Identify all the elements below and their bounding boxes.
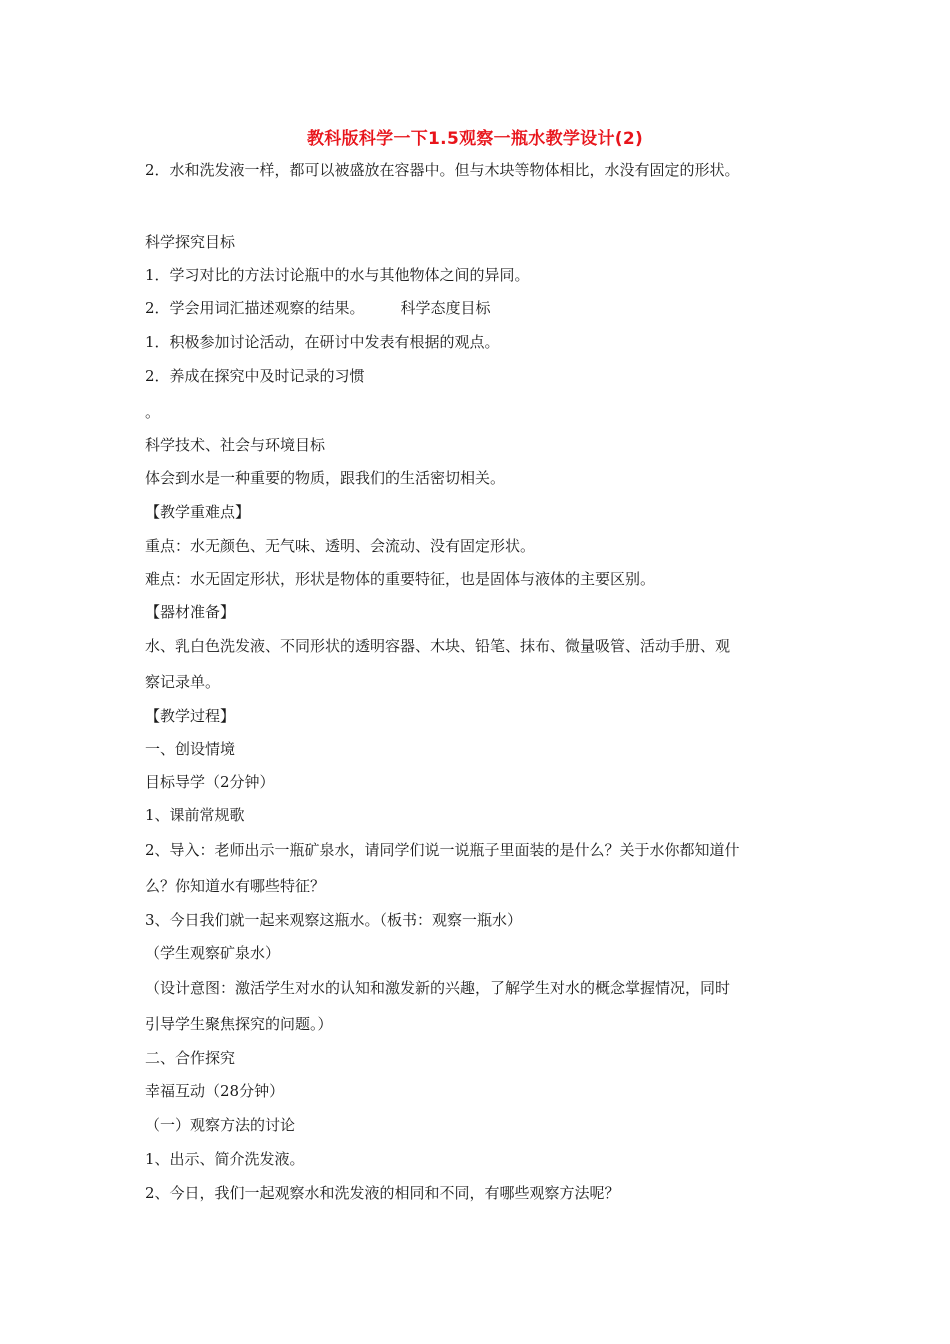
paragraph-line: 难点：水无固定形状，形状是物体的重要特征，也是固体与液体的主要区别。 [145, 570, 656, 588]
paragraph-line: 1．学习对比的方法讨论瓶中的水与其他物体之间的异同。 [145, 266, 530, 284]
paragraph-line: 1、出示、简介洗发液。 [145, 1150, 305, 1168]
paragraph-line: 1．积极参加讨论活动，在研讨中发表有根据的观点。 [145, 333, 500, 351]
section-heading: 一、创设情境 [145, 740, 236, 758]
paragraph-line: （学生观察矿泉水） [145, 944, 281, 962]
section-heading: 科学态度目标 [400, 299, 491, 317]
paragraph-text: 2．学会用词汇描述观察的结果。 [145, 299, 365, 317]
paragraph-line: 1、课前常规歌 [145, 806, 245, 824]
paragraph-line: （一）观察方法的讨论 [145, 1116, 296, 1134]
section-heading: 【教学重难点】 [145, 503, 251, 521]
paragraph-line: 引导学生聚焦探究的问题。） [145, 1015, 333, 1033]
paragraph-line: 3、今日我们就一起来观察这瓶水。（板书：观察一瓶水） [145, 911, 523, 929]
document-title: 教科版科学一下1.5观察一瓶水教学设计(2) [306, 129, 644, 149]
paragraph-line: （设计意图：激活学生对水的认知和激发新的兴趣，了解学生对水的概念掌握情况，同时 [145, 979, 731, 997]
section-heading: 【器材准备】 [145, 603, 236, 621]
paragraph-line: 重点：水无颜色、无气味、透明、会流动、没有固定形状。 [145, 537, 536, 555]
paragraph-line: 体会到水是一种重要的物质，跟我们的生活密切相关。 [145, 469, 506, 487]
section-heading: 科学技术、社会与环境目标 [145, 436, 326, 454]
section-heading: 二、合作探究 [145, 1049, 236, 1067]
paragraph-line: 幸福互动（28分钟） [145, 1082, 285, 1100]
paragraph-line: 水、乳白色洗发液、不同形状的透明容器、木块、铅笔、抹布、微量吸管、活动手册、观 [145, 637, 731, 655]
paragraph-line [145, 298, 491, 318]
paragraph-line: 2、今日，我们一起观察水和洗发液的相同和不同，有哪些观察方法呢？ [145, 1184, 620, 1202]
paragraph-line: 2．养成在探究中及时记录的习惯 [145, 367, 365, 385]
paragraph-line: 2．水和洗发液一样，都可以被盛放在容器中。但与木块等物体相比，水没有固定的形状。 [145, 161, 740, 179]
paragraph-line: 么？你知道水有哪些特征？ [145, 877, 326, 895]
section-heading: 科学探究目标 [145, 233, 236, 251]
section-heading: 【教学过程】 [145, 707, 236, 725]
paragraph-line: 2、导入：老师出示一瓶矿泉水，请同学们说一说瓶子里面装的是什么？关于水你都知道什 [145, 841, 740, 859]
paragraph-line: 目标导学（2分钟） [145, 773, 275, 791]
paragraph-line: 察记录单。 [145, 673, 221, 691]
paragraph-line: 。 [145, 403, 161, 421]
